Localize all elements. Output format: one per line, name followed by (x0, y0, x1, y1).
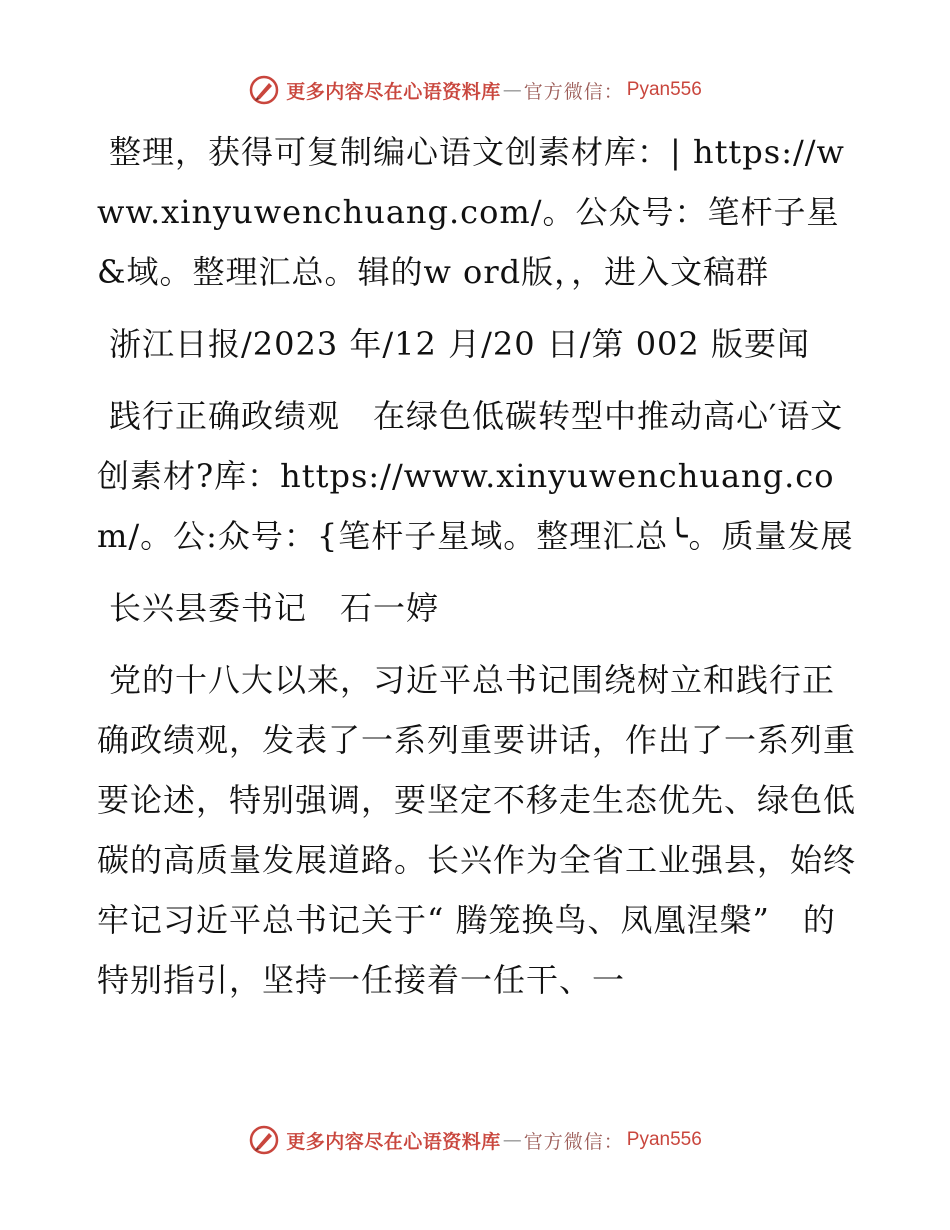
watermark-colon: ： (603, 80, 623, 103)
pen-logo-icon (248, 74, 280, 106)
intro-paragraph: 整理，获得可复制编心语文创素材库：| https://www.xinyuwenchuang.com/。公众号：笔杆子星&域。整理汇总。辑的w ord版，，进入文稿群 (97, 133, 845, 291)
article-headline: 践行正确政绩观 在绿色低碳转型中推动高心′语文创素材?库：https://www.xinyuwenchuang.com/。公:众号：{笔杆子星域。整理汇总╰。质量发展 (97, 397, 854, 555)
source-line: 浙江日报/2023 年/12 月/20 日/第 002 版要闻 (109, 325, 810, 363)
byline: 长兴县委书记 石一婷 (109, 589, 440, 627)
document-body (97, 122, 857, 1022)
watermark-separator: — (502, 79, 522, 101)
watermark-wechat-label: 官方微信 (523, 1130, 604, 1153)
watermark-wechat-id: Pyan556 (626, 79, 702, 100)
header-watermark (0, 70, 950, 110)
watermark-wechat-label: 官方微信 (523, 80, 604, 103)
watermark-site-text: 更多内容尽在心语资料库 (286, 1130, 501, 1153)
watermark-wechat-id: Pyan556 (626, 1129, 702, 1150)
watermark-colon: ： (603, 1130, 623, 1153)
body-paragraph: 党的十八大以来，习近平总书记围绕树立和践行正确政绩观，发表了一系列重要讲话，作出了一系列重要论述，特别强调，要坚定不移走生态优先、绿色低碳的高质量发展道路。长兴作为全省工业强县，始终牢记习近平总书记关于“ 腾笼换鸟、凤凰涅槃” 的特别指引，坚持一任接着一任干、一 (97, 661, 857, 999)
watermark-site-text: 更多内容尽在心语资料库 (286, 80, 501, 103)
footer-watermark (0, 1120, 950, 1160)
pen-logo-icon (248, 1124, 280, 1156)
watermark-separator: — (502, 1129, 522, 1151)
